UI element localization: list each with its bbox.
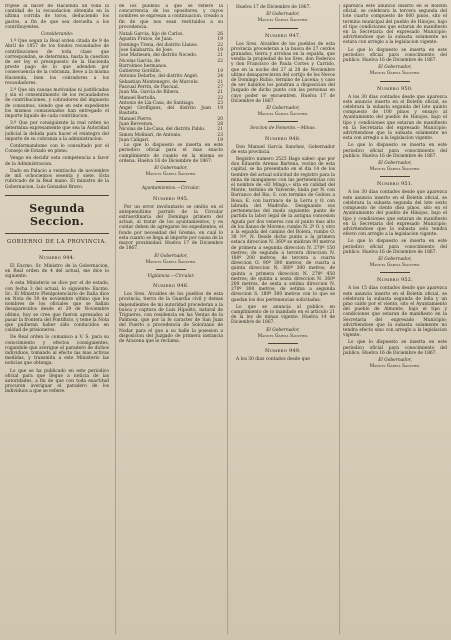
list-item-value: 19 <box>217 69 223 75</box>
list-item-value: 19 <box>217 137 223 143</box>
divider <box>380 272 410 273</box>
list-item-name: Manuel Pierre. <box>119 116 153 122</box>
notice-number: Numero 945. <box>153 195 189 202</box>
list-item-name: Manuel Bertolla. <box>119 95 157 101</box>
signature-title: El Gobernador, <box>378 65 412 71</box>
paragraph: rrijese al bacer de Hacienda un toda la cantidad de la recaudacion obtenida en la ultima corrida de toros, deduciendo los gastos, a fin de que sea devuelta a los contribuyentes. <box>5 4 109 30</box>
considerando-label: Considerando: <box>40 32 74 38</box>
signature-title: El Gobernador, <box>266 12 300 18</box>
signature-title: El Gobernador, <box>378 357 412 363</box>
divider <box>380 176 410 177</box>
divider <box>268 28 298 29</box>
list-item-value: 19 <box>217 106 223 112</box>
column-rule <box>339 4 340 634</box>
paragraph: De Real orden lo comunico a V. S. para su conocimiento y efectos consiguientes, rogandole que averigue el paradero de dichos individuos, tomando al efecto las mas activas medidas, y transmita a este Ministerio las noticias que obtenga. <box>5 335 109 367</box>
list-item-name: Pascual Perrin, de Pascual. <box>119 84 180 90</box>
signature-title: El Gobernador, <box>266 106 300 112</box>
list-item-value: 24 <box>217 74 223 80</box>
list-item-value: 22 <box>217 95 223 101</box>
paragraph: 2.º Que sin causas motivadas ni justificadas y sin el consentimiento de los recaudadores de contribuciones, y cobradores del impuesto de consumos, siendo que en este expediente los mismos comisionados han entregado el importe liquido de cada contribucion. <box>5 88 109 120</box>
notice-number: Numero 948. <box>265 135 301 142</box>
list-item-value: 22 <box>217 58 223 64</box>
paragraph: 1.º Que segun la Real orden citada de 9 de Abril de 1857 de los fondos recaudados de contribuciones de toda clase que correspondan, se determina, hasta la cuestion de ser ley el presupuesto de la Hacienda preste pago de lo que adeuden por consecuencia de la cobranza, lleve a la misma Hacienda, bien los cobradores a los recaudadores. <box>5 39 109 86</box>
notice-number: Numero 949. <box>265 347 301 354</box>
list-item-name: Sebastian Montenegro, de Marcelo. <box>119 79 199 85</box>
signature-name: Manuel Garcia Sanchez. <box>257 112 309 118</box>
list-item-value: 23 <box>217 132 223 138</box>
list-item-name: Gutierrez Gordillo. <box>119 69 161 75</box>
divider <box>156 269 186 270</box>
column-rule <box>115 4 116 634</box>
list-item-value: 21 <box>217 127 223 133</box>
list-item-name: Angel Groffiguez, del distrito Joan Bautista. <box>119 106 211 117</box>
notice-number: Numero 944. <box>39 254 75 261</box>
section-title: Segunda Seccion. <box>29 201 85 228</box>
signature-name: Manuel Garcia Sanchez. <box>257 333 309 339</box>
list-item-value: 28 <box>217 122 223 128</box>
list-item-name: Domingo Trena, del distrito Llanos. <box>119 42 199 48</box>
paragraph: Lo que lo dispuesto se inserta en este periodico oficial para conocimiento del publico. Huelva 16 de Diciembre de 1867. <box>343 47 447 64</box>
paragraph: A esta Ministerio se dice por el de estado, con fecha 3 del actual, lo siguiente: Excmo. Sr.: El Ministro Plenipotenciario de Italia dice en Nota de 30 de noviembre ultimo que los nombres de los oficiales que se hallan desaparecidos desde el 29 de Noviembre ultimo, hoy se cree que fueron apresados al pasar la frontera del Pontificio, y teme la Nota que pudieran haber sido conducidos en calidad de prisioneros. <box>5 281 109 334</box>
divider <box>268 343 298 344</box>
list-item-name: Natali Garcia, hijo de Carlos. <box>119 32 184 38</box>
list-item <box>119 106 223 117</box>
divider <box>268 121 298 122</box>
paragraph: Lo que lo dispuesto se inserta en este periodico oficial para conocimiento del publico. Huelva 16 de Diciembre de 1867. <box>343 143 447 159</box>
paragraph: Conformandome con lo consultado por el Consejo de Estado en pleno. <box>5 144 109 155</box>
paragraph: Registro numero 2525 Hago saber: que por don Eduardo Arenas Bartena, vecino de esta capital, se ha presentado en el dia 14 de los tiembre del actual solicitud de registro para la mina de manganeso con las pertenencias con el nombre de «El Mingo,» sita en calidad del Monte, termino de Valverde, linda por N. con Barranco del Rio; S. con termino de Gobios a Rosa, E. con barranco de la Lerra y O. con labrada del Madroño. Designando sus pertenencias del modo siguiente: punto de partida la labor legal de la antigua concesion Aguda por dos veneros con el punto mas alto de los llanos de Moreno; rumbo N. 2º O. y otro a la espalda del camino del Bolera, rumbo O. 38 ½º, N. Desde dicho punto a la primera estaca direccion N. 360º se midiran 90 metros de primera a segunda direccion N. 270º 150 metros; de segunda a tercera direccion N. 180º 200 metros; de tercera a cuarta direccion O. 90º 300 metros; de cuarta a quinta direccion N. 360º 300 metros; de quinta a primera direccion N. 270º 450 metros; de quinta a sexta direccion N. 360º 200 metros, de sexta a setima direccion N. 270º 300 metros; de setima a segunda direccion S. 180º 300 metros con lo que se quedan los dos pertenencias solicitadas. <box>231 157 335 303</box>
divider <box>5 195 109 196</box>
column-4 <box>343 4 447 636</box>
list-item-value: 21 <box>217 90 223 96</box>
subsection-title: GOBIERNO DE LA PROVINCIA. <box>7 238 107 245</box>
paragraph: Los Sres. Alcaldes de los pueblos de esta provincia, tierra de la Guardia civil y demas dependientes de mi autoridad procederan a la busca y captura de Luis Hipolito, natural de Trigueros, con residencia en las Ventas de la Palmosa, que por la fe caracter de San Juan del Puerto a procedencia de Solorzano de Nodar para el que a su halle la posesion a disposicion del Juzgado de primera instancia de Aracena que lo reclama. <box>119 292 223 344</box>
signature-name: Manuel Garcia Sanchez. <box>369 364 421 370</box>
list-item-value: 23 <box>217 100 223 106</box>
list-item-value: 26 <box>217 32 223 38</box>
subsection-title: Vigilancia.—Circular. <box>147 273 195 279</box>
paragraph: A los 30 dias contados desde que aparezca este anuncio inserto en el Boletin oficial, se celebrara la subasta segunda del lote quinto compuesto de 100 pinos y ensayo al Ayuntamiento del pueblo de Hinojos, bajo el tipo y condiciones que estaran de manifiesto en la Secretaria del expresado Municipio; advirtiendose que la subasta solamente no esta con arreglo a la legislacion vigente. <box>343 94 447 142</box>
column-2 <box>119 4 223 636</box>
signature-title: El Gobernador, <box>378 161 412 167</box>
list-item-value: 19 <box>217 37 223 43</box>
paragraph: Por un error involuntario se omitio en el antepenultimo parrafo de la Circular extraordinaria del Domingo primero del actual, al tratar de los ayuntamientos, y es contar deben de agregarse los expedientes, el fondo por necesidad del Gremio, en cual lo esta cuanto se llega al importe por causa de la mayor proximidad. Huelva 17 de Diciembre de 1867. <box>119 204 223 252</box>
paragraph: Lo que se ha publicado en este periodico oficial para que llegue a noticia de las autoridades, a fin de que con toda exactitud procuren averiguar el paradero de los individuos a que se refiere. <box>5 368 109 395</box>
list-item-value: 20 <box>217 116 223 122</box>
list-item-name: Nicolas Garcia, de <box>119 58 160 64</box>
divider <box>5 233 109 234</box>
notice-number: Numero 946. <box>153 283 189 290</box>
list-item-name: Juan Ma. Garcia de Ribera. <box>119 90 180 96</box>
signature-name: Manuel Garcia Sanchez. <box>369 71 421 77</box>
signature-title: El Gobernador, <box>378 256 412 262</box>
paragraph: Los Sres. Alcaldes de los pueblos de esta provincia procederan a la busca de 27 cerdos granados, tierra y arrobas en la espalda, que vendia la propiedad de los Sres. don Federico y don Francisco de Paula Cortes y Carrido, que en la noche del 27 al 28 de Noviembre ultimo desaparecieron del cortijo de los Nevos de Domingo Rubio, termino de Lucena; y caso de ser habidos los pondran a disposicion del Juzgado de dicho punto con las personas en cuyo poder se encuentren. Huelva 17 de Diciembre de 1867. <box>231 41 335 104</box>
divider <box>156 181 186 182</box>
notice-number: Numero 952. <box>377 277 413 284</box>
paragraph: 3.º Que por consiguiente la real orden no determina expresamente que sea la Autoridad judicial la debida para hacer el reintegro del importe de su cobranza a la administracion. <box>5 121 109 142</box>
list-item-name: Agustin Frutos, de Juan. <box>119 37 174 43</box>
list-item-value: 21 <box>217 53 223 59</box>
list-item-value: 22 <box>217 42 223 48</box>
paragraph: Dado en Palacio a veintiocho de noviembre de mil ochocientos sesenta y siete. Esta rubricado de la Real mano. El ministro de la Gobernacion, Luis Gonzalez Bravo. <box>5 168 109 190</box>
list-item-name: Jose Salabarria, de Jose. <box>119 47 174 53</box>
signature-name: Manuel Garcia Sanchez. <box>145 172 197 178</box>
paragraph: A los 30 dias contados desde que aparezca este anuncio inserto en el Boletin oficial, se celebrara la subasta segunda del lote sexto compuesto de ciento diez pinos, sito en el Ayuntamiento del pueblo de Hinojos, bajo el tipo y condiciones que estaran de manifiesto en la Secretaria del expresado Municipio; advirtiendose que la subasta solo tendra efecto con arreglo a la legislacion vigente. <box>343 190 447 238</box>
list-item-name: Juan Revvenon. <box>119 122 154 128</box>
notice-number: Numero 947. <box>265 32 301 39</box>
dateline: Huelva 17 de Diciembre de 1867. <box>236 5 311 10</box>
paragraph: Lo que lo dispuesto se inserta en este periodico oficial para conocimiento del publico. Huelva 16 de Diciembre de 1867. <box>343 340 447 356</box>
notice-number: Numero 950. <box>377 85 413 92</box>
paragraph: de los pueblos a que se refiere la concurrencia de los opositores, y cuyos nombres se expresan a continuacion, creado a fin de que nos sean restituidos a su procedencia. <box>119 4 223 30</box>
signature-name: Manuel Garcia Sanchez. <box>145 259 197 265</box>
signature-title: El Gobernador, <box>154 166 188 172</box>
paragraph: A los 15 dias contados desde que aparezca este anuncio inserto en el Boletin oficial, se celebrara la subasta segunda de leña y un pino caido por el viento, sito el Ayuntamiento del pueblo de Almonte, bajo el tipo y condiciones que estaran de manifiesto en la Secretaria del expresado Municipio; advirtiendose que la subasta solamente no tendra efecto sino con arreglo a la legislacion vigente. <box>343 286 447 339</box>
list-item-name: Nicolas de Lla-Casa, del distrito Pablo. <box>119 127 206 133</box>
column-rule <box>227 4 228 634</box>
list-item-name: Jose Matiesen, del distrito Nocedo. <box>119 53 198 59</box>
divider <box>42 250 72 251</box>
list-item-name: Antonio de Lla-Casa, de Santiago. <box>119 100 195 106</box>
person-list <box>119 32 223 143</box>
list-item-name: Juan Caligari. <box>119 137 150 143</box>
list-item-name: Antonio Delarbo, del distrito Angel. <box>119 74 199 80</box>
column-1 <box>5 4 109 636</box>
subsection-title: Ayuntamientos.—Circular. <box>141 186 201 192</box>
paragraph: A los 30 dias contados desde que <box>236 356 310 362</box>
paragraph: Vengo en decidir esta competencia a favor de la Administracion. <box>5 156 109 167</box>
list-item-name: Barrolmeo hermanos. <box>119 63 168 69</box>
divider <box>380 81 410 82</box>
paragraph: Lo que lo dispuesto se inserta en este periodico oficial para conocimiento del publico. Huelva 16 de Diciembre de 1867. <box>343 239 447 255</box>
signature-title: El Gobernador, <box>266 327 300 333</box>
paragraph: Lo que se anuncia al publico en cumplimiento de lo mandado en el articulo 21 de la ley de minas vigente. Huelva 14 de Diciembre de 1867. <box>231 304 335 326</box>
paragraph: Lo que lo dispuesto se inserta en este periodico oficial para el mas exacto cumplimiento de cuanto en la misma se ordena. Huelva 16 de Diciembre de 1867. <box>119 143 223 164</box>
signature-name: Manuel Garcia Sanchez. <box>257 18 309 24</box>
list-item-value: 27 <box>217 84 223 90</box>
list-item-name: Simon Molinari, de Antonio. <box>119 132 182 138</box>
subsection-title: Seccion de Fomento.—Minas. <box>250 126 316 132</box>
paragraph: aparezca este anuncio inserto en el Boletin oficial, se celebrara la tercera segunda del lote cuarto compuesto de 600 pinos, sito el termino municipal del pueblo de Hinojos, bajo el tipo condiciones que estaran de manifiesto en la Secretaria del expresado Municipio; advirtiendose que la subasta solamente no estara con arreglo a la legislacion vigente. <box>343 4 447 46</box>
signature-name: Manuel Garcia Sanchez. <box>369 167 421 173</box>
list-item-value: 21 <box>217 79 223 85</box>
list-item-value: 19 <box>217 47 223 53</box>
notice-number: Numero 951. <box>377 181 413 188</box>
paragraph: Don Manuel Garcia Sanchez, Gobernador de esta provincia. <box>231 144 335 155</box>
column-3 <box>231 4 335 636</box>
paragraph: El Excmo. Sr. Ministro de la Gobernacion, en Real orden de 4 del actual, me dice lo siguiente: <box>5 263 109 280</box>
signature-title: El Gobernador, <box>154 253 188 259</box>
signature-name: Manuel Garcia Sanchez. <box>369 263 421 269</box>
